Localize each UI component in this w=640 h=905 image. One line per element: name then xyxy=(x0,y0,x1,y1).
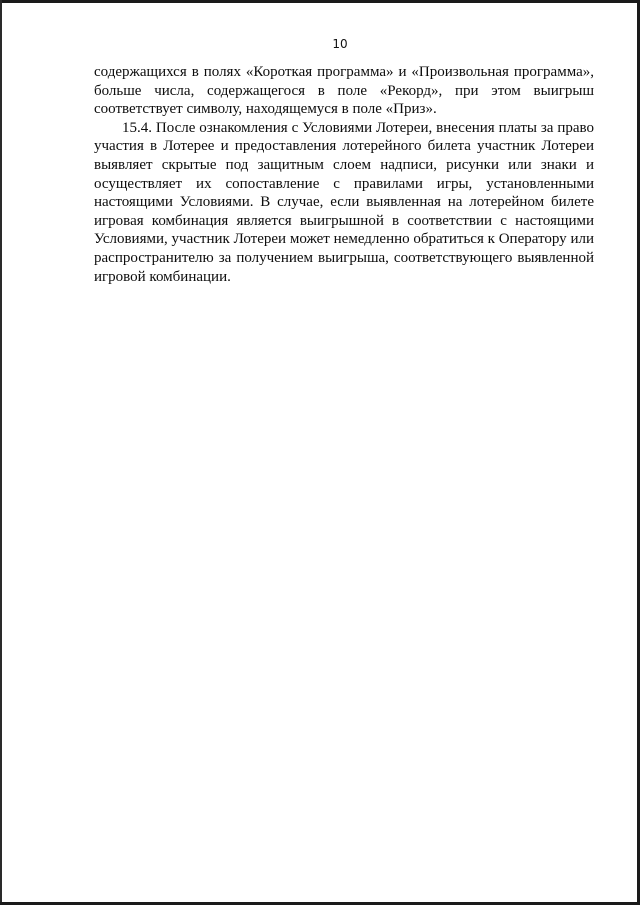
paragraph-15-4: 15.4. После ознакомления с Условиями Лотереи, внесения платы за право участия в Лотерее и предоставления лотерейного билета участник Лотереи выявляет скрытые под защитным слоем надписи, рисунки или знаки и осуществляет их сопоставление с правилами игры, установленными настоящими Условиями. В случае, если выявленная на лотерейном билете игровая комбинация является выигрышной в соответствии с настоящими Условиями, участник Лотереи может немедленно обратиться к Оператору или распространителю за получением выигрыша, соответствующего выявленной игровой комбинации. xyxy=(94,119,594,285)
page-number: 10 xyxy=(332,37,348,51)
scan-edge-top xyxy=(0,0,640,3)
paragraph-continuation: содержащихся в полях «Короткая программа» и «Произвольная программа», больше числа, содержащегося в поле «Рекорд», при этом выигрыш соответствует символу, находящемуся в поле «Приз». xyxy=(94,64,594,118)
document-body xyxy=(94,63,594,286)
scan-edge-left xyxy=(0,0,2,905)
